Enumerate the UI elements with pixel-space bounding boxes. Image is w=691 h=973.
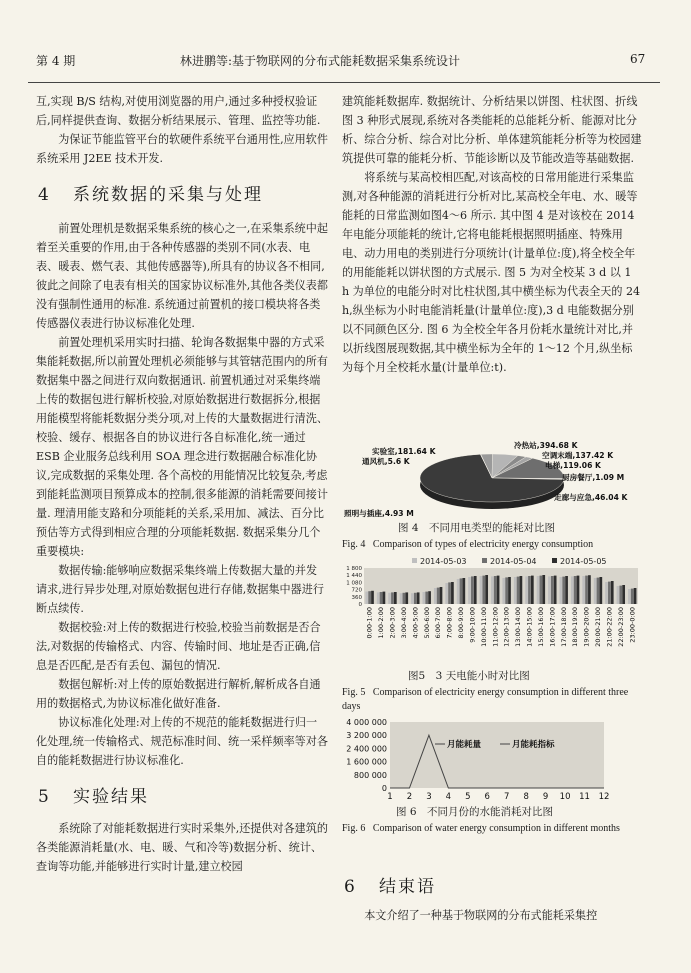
legend-swatch [412,558,417,563]
bar [380,592,383,604]
bar-chart [342,556,642,668]
legend-swatch [482,558,487,563]
x-tick-label: 23:00-0:00 [628,607,637,643]
bar [525,576,528,604]
bar [548,576,551,604]
x-tick-label: 21:00-22:00 [605,607,614,647]
bar [371,591,374,604]
bar [619,586,622,604]
fig4-caption: 图 4 不同用电类型的能耗对比图 [398,522,556,534]
y-tick-label: 0 [358,602,362,608]
x-tick-label: 6:00-7:00 [434,607,443,639]
bar [437,588,440,604]
page-number: 67 [630,52,646,66]
bar [491,576,494,604]
bar [628,589,631,604]
paragraph: 为保证节能监管平台的软硬件系统平台通用性,应用软件系统采用 J2EE 技术开发. [36,133,328,165]
bar [528,576,531,604]
bar [605,582,608,604]
line-chart [342,712,642,804]
pie-label: 厨房餐厅,1.09 M [562,473,625,482]
y-tick-label: 360 [351,594,362,601]
bar [377,592,380,604]
x-tick-label: 1 [387,792,393,802]
fig-label: Fig. 6 [342,823,366,834]
paragraph: 协议标准化处理:对上传的不规范的能耗数据进行归一化处理,统一传输格式、规范标准时间、统一采样频率等对各自的能耗数据进行协议标准化. [36,716,328,767]
bar [502,578,505,604]
bar [554,576,557,604]
bar [457,579,460,604]
x-tick-label: 6 [484,792,490,802]
bar [480,576,483,604]
bar [400,593,403,604]
bar [542,575,545,604]
bar [460,578,463,604]
bar [514,577,517,604]
bar [485,575,488,604]
paragraph: 前置处理机是数据采集系统的核心之一,在采集系统中起着至关重要的作用,由于各种传感器的类别不同(水表、电表、暖表、燃气表、其他传感器等),所具有的协议各不相同,彼此之间除了电表有相关的国家协议标准外,其他各类仪表都没有强制性通用的标准. 系统通过前置机的接口模块将各类传感器仪表进行协议标准化处理. [36,222,328,330]
x-tick-label: 7 [504,792,510,802]
x-tick-label: 3 [426,792,432,802]
bar [497,576,500,604]
x-tick-label: 12 [598,792,610,802]
x-tick-label: 17:00-18:00 [559,607,568,647]
bar [577,576,580,604]
pie-label: 电梯,119.06 K [545,461,601,470]
paragraph: 将系统与某高校相匹配,对该高校的日常用能进行采集监测,对各种能源的消耗进行分析对比,某高校全年电、水、暖等能耗的日常监测如图4～6 所示. 其中图 4 是对该校在 2014 年电能分项能耗的统计,它将电能耗根据照明插座、特殊用电、动力用电的类别进行分项统计(计量单位:度),将全校全年的用能能耗以饼状图的方式展示. 图 5 为对全校某 3 d 以 1 h 为单位的电能分时对比柱状图,其中横坐标为代表全天的 24 h,纵坐标为小时电能消耗量(计量单位:度),3 d 电能数据分别以不同颜色区分. 图 6 为全校全年各月份耗水量统计对比,并以折线图展现数据,其中横坐标为全年的 1～12 个月,纵坐标为每个月全校耗水量(计量单位:t). [342,171,641,374]
fig6-caption: 图 6 不同月份的水能消耗对比图 [396,806,554,818]
bar [508,577,511,604]
x-tick-label: 13:00-14:00 [514,607,523,647]
x-tick-label: 4:00-5:00 [411,607,420,639]
bar [537,576,540,604]
bar [611,581,614,604]
paragraph: 建筑能耗数据库. 数据统计、分析结果以饼图、柱状图、折线图 3 种形式展现,系统对各类能耗的总能耗分析、能源对比分析、综合分析、综合对比分析、单体建筑能耗分析等为校园建筑提供可靠的能耗分析、节能诊断以及节能改造等基础数据. [342,95,642,165]
pie-label: 空调末端,137.42 K [542,451,614,460]
fig5-caption-en [342,686,642,714]
pie-label: 走廊与应急,46.04 K [554,493,628,502]
section-number: 5 [38,787,51,807]
x-tick-label: 19:00-20:00 [582,607,591,647]
bar [505,577,508,604]
y-tick-label: 4 000 000 [346,718,387,727]
paragraph: 互,实现 B/S 结构,对使用浏览器的用户,通过多种授权验证后,同样提供查询、数据分析结果展示、管理、监控等功能. [36,95,321,127]
legend-label: 月能耗指标 [512,740,555,750]
bar [440,587,443,604]
bar [462,578,465,604]
pie-label: 实验室,181.64 K [372,447,436,456]
section-number: 4 [38,185,51,205]
fig-caption-text: Comparison of electricity energy consumption in different three days [342,687,629,712]
bar [588,575,591,604]
legend-swatch [552,558,557,563]
paragraph: 数据传输:能够响应数据采集终端上传数据大量的并发请求,进行异步处理,对原始数据包进行存储,数据集中器进行断点续传. [36,564,324,615]
fig6-caption-en [342,822,642,836]
legend-label: 2014-05-04 [490,557,537,566]
bar [471,576,474,604]
legend-label: 2014-05-05 [560,557,607,566]
bar [622,585,625,604]
y-tick-label: 800 000 [353,770,387,780]
section-title: 实验结果 [73,787,150,807]
bar [531,576,534,604]
bar [428,591,431,604]
bar [551,576,554,604]
bar [634,588,637,604]
fig-caption-text: Comparison of types of electricity energy consumption [372,539,594,550]
section-title: 结束语 [379,877,437,897]
x-tick-label: 10 [559,792,571,802]
bar [474,576,477,604]
bar [494,576,497,604]
x-tick-label: 14:00-15:00 [525,607,534,647]
bar [520,576,523,604]
paragraph: 数据校验:对上传的数据进行校验,校验当前数据是否合法,对数据的传输格式、内容、传输时间、地址是否正确,信息是否匹配,是否有丢包、漏包的情况. [36,621,321,672]
y-tick-label: 1 600 000 [346,757,387,767]
bar [383,592,386,604]
section-heading-4 [38,186,328,205]
bar [391,592,394,604]
pie-label: 通风机,5.6 K [362,457,410,466]
section-number: 6 [344,877,357,897]
y-tick-label: 1 800 [346,566,362,572]
x-tick-label: 2 [406,792,413,802]
bar [425,592,428,604]
x-tick-label: 7:00-8:00 [445,607,454,639]
fig4-caption-en [342,538,642,552]
fig-label: Fig. 5 [342,687,366,698]
y-tick-label: 2 400 000 [346,744,387,754]
bar [423,592,426,604]
bar [560,577,563,604]
bar [448,582,451,604]
bar [482,576,485,604]
bar [562,577,565,604]
bar [468,577,471,604]
right-column-text [342,92,642,377]
x-tick-label: 4 [445,792,452,802]
x-tick-label: 16:00-17:00 [548,607,557,647]
bar [411,593,414,604]
paragraph: 前置处理机采用实时扫描、轮询各数据集中器的方式采集能耗数据,所以前置处理机必须能够与其管辖范围内的所有数据集中器之间进行双向数据通讯. 前置机通过对采集终端上传的数据包进行解析校验,对原始数据进行数据拆分,根据用能模型将能耗数据分类分项,对上传的大量数据进行清洗、校验、缓存、根据各自的协议进行各自标准化,统一通过 ESB 企业服务总线利用 SOA 理念进行数据融合标准化协议,完成数据的采集处理. 各个高校的用能情况比较复杂,考虑到能耗监测项目预算成本的控制,很多能源的消耗需要间接计量. 理清用能支路和分项能耗的关系,采用加、减法、百分比预估等方式得到相应合理的分项能耗数据. 数据采集分几个重要模块: [36,336,328,558]
header-rule [28,82,660,83]
x-tick-label: 20:00-21:00 [594,607,603,647]
x-tick-label: 18:00-19:00 [571,607,580,647]
x-tick-label: 9:00-10:00 [468,607,477,643]
x-tick-label: 5 [465,792,471,802]
bar [368,591,371,604]
bar [608,582,611,604]
bar [565,576,568,604]
x-tick-label: 22:00-23:00 [616,607,625,647]
fig-label: Fig. 4 [342,539,366,550]
bar [582,576,585,604]
x-tick-label: 9 [542,792,549,802]
legend-label: 月能耗量 [447,740,482,750]
x-tick-label: 15:00-16:00 [536,607,545,647]
bar [574,576,577,604]
bar [594,578,597,604]
bar [571,576,574,604]
bar [597,578,600,604]
x-tick-label: 11 [579,792,590,802]
fig5-caption: 图5 3 天电能小时对比图 [408,670,530,682]
issue-number: 第 4 期 [36,54,76,68]
bar [631,589,634,604]
x-tick-label: 10:00-11:00 [479,607,488,647]
paragraph: 本文介绍了一种基于物联网的分布式能耗采集控 [364,909,598,922]
x-tick-label: 2:00-3:00 [388,607,397,639]
left-column [36,92,328,876]
bar [417,592,420,604]
bar [599,577,602,604]
bar [365,592,368,604]
x-tick-label: 12:00-13:00 [502,607,511,647]
y-tick-label: 1 440 [346,573,362,580]
x-tick-label: 1:00-2:00 [377,607,386,639]
x-tick-label: 3:00-4:00 [399,607,408,639]
bar [585,576,588,604]
bar [403,593,406,604]
pie-label: 冷热站,394.68 K [514,441,578,450]
section-title: 系统数据的采集与处理 [73,185,264,205]
x-tick-label: 11:00-12:00 [491,607,500,647]
bar [617,586,620,604]
y-tick-label: 3 200 000 [346,731,387,741]
bar [517,577,520,604]
x-tick-label: 0:00-1:00 [365,607,374,639]
section-heading-5 [38,788,328,807]
bar [451,582,454,604]
running-title: 林进鹏等:基于物联网的分布式能耗数据采集系统设计 [180,54,461,68]
x-tick-label: 5:00-6:00 [422,607,431,639]
pie-chart [342,440,642,520]
y-tick-label: 1 080 [346,580,362,587]
legend-label: 2014-05-03 [420,557,467,566]
x-tick-label: 8 [523,792,529,802]
y-tick-label: 0 [381,784,387,793]
bar [434,588,437,604]
bar [414,593,417,604]
y-tick-label: 720 [351,587,362,594]
bar [388,593,391,604]
x-tick-label: 8:00-9:00 [457,607,466,639]
paragraph: 数据包解析:对上传的原始数据进行解析,解析成各自通用的数据格式,为协议标准化做好准备. [36,678,321,710]
paragraph: 系统除了对能耗数据进行实时采集外,还提供对各建筑的各类能源消耗量(水、电、暖、气和冷等)数据分析、统计、查询等功能,并能够进行实时计量,建立校园 [36,822,328,873]
fig-caption-text: Comparison of water energy consumption in different months [372,823,620,834]
right-column-tail [342,906,642,925]
section-heading-6 [344,872,436,897]
bar [540,576,543,604]
bar [394,592,397,604]
bar [445,583,448,604]
pie-label: 照明与插座,4.93 M [344,509,414,518]
bar [405,592,408,604]
